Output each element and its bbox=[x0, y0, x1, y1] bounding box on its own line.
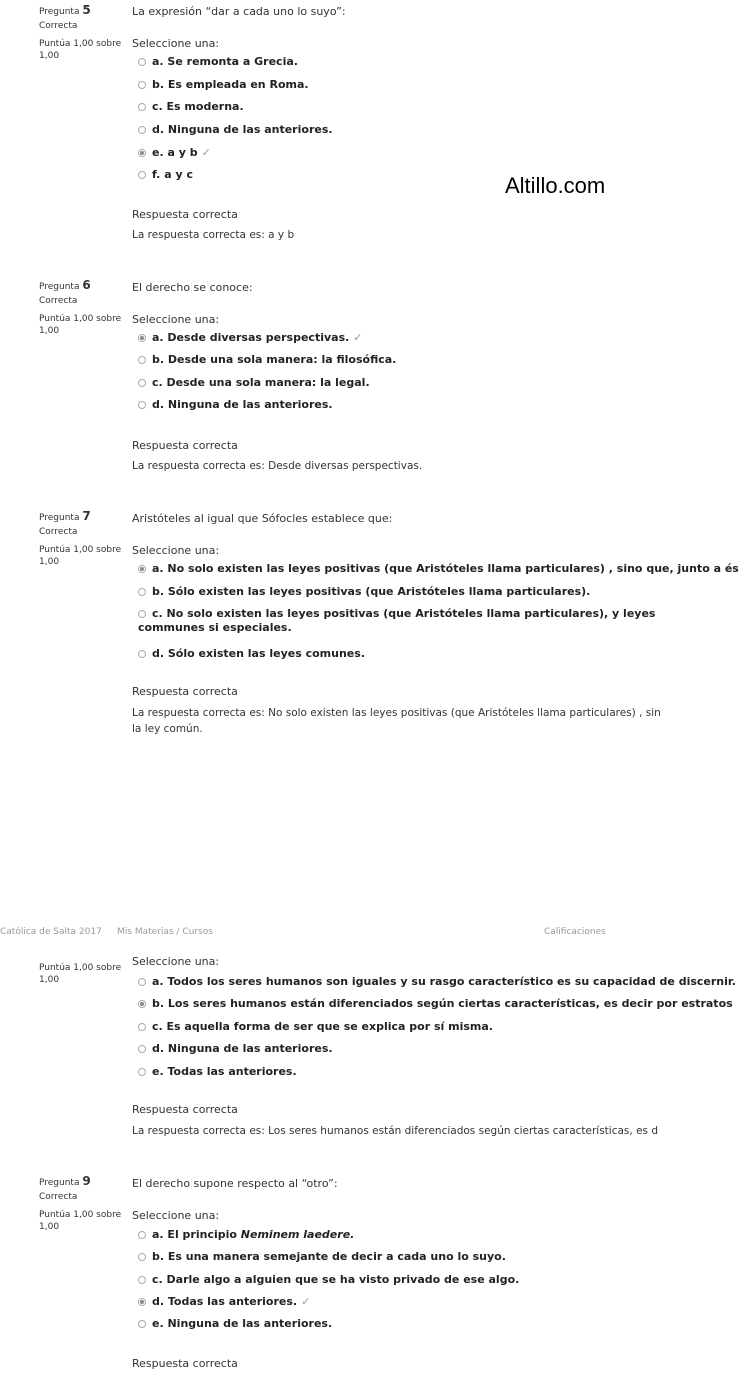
q9-option-c[interactable] bbox=[138, 1273, 670, 1287]
q9-option-e[interactable] bbox=[138, 1317, 670, 1331]
q6-option-b[interactable] bbox=[138, 353, 670, 367]
question-9-text: El derecho supone respecto al “otro”: bbox=[132, 1177, 338, 1190]
feedback-title: Respuesta correcta bbox=[132, 208, 238, 221]
question-grade: Puntúa 1,00 sobre 1,00 bbox=[39, 1210, 122, 1232]
radio-icon[interactable] bbox=[138, 171, 146, 179]
radio-selected-icon[interactable] bbox=[138, 1000, 146, 1008]
radio-icon[interactable] bbox=[138, 103, 146, 111]
option-label: f. a y c bbox=[152, 168, 193, 181]
radio-icon[interactable] bbox=[138, 1068, 146, 1076]
q6-option-c[interactable] bbox=[138, 376, 670, 390]
radio-icon[interactable] bbox=[138, 1023, 146, 1031]
question-7-text: Aristóteles al igual que Sófocles establece que: bbox=[132, 512, 393, 525]
option-label: c. No solo existen las leyes positivas (que Aristóteles llama particulares), y leyes communes si especiales. bbox=[138, 607, 656, 634]
question-9-info bbox=[39, 1175, 129, 1233]
option-label: b. Los seres humanos están diferenciados según ciertas características, es decir por estratos bbox=[152, 997, 733, 1010]
feedback-text: La respuesta correcta es: Desde diversas perspectivas. bbox=[132, 460, 423, 472]
feedback-text: La respuesta correcta es: Los seres humanos están diferenciados según ciertas características, es d bbox=[132, 1125, 658, 1137]
select-prompt: Seleccione una: bbox=[132, 313, 220, 326]
question-grade: Puntúa 1,00 sobre 1,00 bbox=[39, 545, 122, 567]
radio-icon[interactable] bbox=[138, 356, 146, 364]
question-7-info bbox=[39, 510, 129, 568]
feedback-text: La respuesta correcta es: a y b bbox=[132, 229, 295, 241]
q7-option-d[interactable] bbox=[138, 647, 670, 661]
question-grade: Puntúa 1,00 sobre 1,00 bbox=[39, 963, 122, 985]
q8-option-b[interactable] bbox=[138, 997, 733, 1011]
brand-link[interactable]: Católica de Salta 2017 bbox=[0, 927, 102, 937]
checkmark-icon: ✓ bbox=[353, 331, 363, 344]
q5-option-d[interactable] bbox=[138, 123, 670, 137]
feedback-title: Respuesta correcta bbox=[132, 1357, 238, 1370]
question-label: Pregunta bbox=[39, 282, 80, 292]
question-label: Pregunta bbox=[39, 7, 80, 17]
question-5-info bbox=[39, 4, 129, 62]
question-state: Correcta bbox=[39, 527, 78, 537]
question-number: 9 bbox=[82, 1174, 91, 1188]
option-label: e. Ninguna de las anteriores. bbox=[152, 1317, 333, 1330]
radio-icon[interactable] bbox=[138, 126, 146, 134]
question-5-text: La expresión “dar a cada uno lo suyo”: bbox=[132, 5, 346, 18]
my-courses-link[interactable]: Mis Materias / Cursos bbox=[117, 927, 213, 937]
top-navbar bbox=[0, 927, 700, 943]
radio-icon[interactable] bbox=[138, 81, 146, 89]
option-label: a. Desde diversas perspectivas. bbox=[152, 331, 350, 344]
q5-option-e[interactable] bbox=[138, 146, 670, 160]
select-prompt: Seleccione una: bbox=[132, 1209, 220, 1222]
option-label: c. Darle algo a alguien que se ha visto privado de ese algo. bbox=[152, 1273, 520, 1286]
q8-option-d[interactable] bbox=[138, 1042, 670, 1056]
radio-icon[interactable] bbox=[138, 401, 146, 409]
feedback-title: Respuesta correcta bbox=[132, 1103, 238, 1116]
radio-icon[interactable] bbox=[138, 1231, 146, 1239]
radio-selected-icon[interactable] bbox=[138, 1298, 146, 1306]
radio-icon[interactable] bbox=[138, 1253, 146, 1261]
radio-icon[interactable] bbox=[138, 58, 146, 66]
checkmark-icon: ✓ bbox=[301, 1295, 311, 1308]
q5-option-b[interactable] bbox=[138, 78, 670, 92]
q6-option-a[interactable] bbox=[138, 331, 670, 345]
option-label: b. Desde una sola manera: la filosófica. bbox=[152, 353, 397, 366]
option-label: d. Ninguna de las anteriores. bbox=[152, 398, 333, 411]
question-label: Pregunta bbox=[39, 513, 80, 523]
q7-option-c[interactable] bbox=[138, 607, 670, 637]
radio-selected-icon[interactable] bbox=[138, 149, 146, 157]
q8-option-c[interactable] bbox=[138, 1020, 670, 1034]
radio-icon[interactable] bbox=[138, 610, 146, 618]
option-label: d. Ninguna de las anteriores. bbox=[152, 1042, 333, 1055]
option-label: a. No solo existen las leyes positivas (que Aristóteles llama particulares) , sino que, junto a és bbox=[152, 562, 739, 575]
q5-option-f[interactable] bbox=[138, 168, 670, 182]
altillo-watermark: Altillo.com bbox=[505, 173, 606, 198]
q8-option-e[interactable] bbox=[138, 1065, 670, 1079]
question-state: Correcta bbox=[39, 21, 78, 31]
q9-option-a[interactable] bbox=[138, 1228, 670, 1242]
question-label: Pregunta bbox=[39, 1178, 80, 1188]
option-label: b. Es una manera semejante de decir a cada uno lo suyo. bbox=[152, 1250, 506, 1263]
radio-icon[interactable] bbox=[138, 978, 146, 986]
option-label: e. a y b bbox=[152, 146, 198, 159]
feedback-text: La respuesta correcta es: No solo existen las leyes positivas (que Aristóteles llama particulares) , sin la ley común. bbox=[132, 707, 661, 735]
question-6-info bbox=[39, 279, 129, 337]
select-prompt: Seleccione una: bbox=[132, 544, 220, 557]
q5-option-a[interactable] bbox=[138, 55, 670, 69]
q9-option-d[interactable] bbox=[138, 1295, 670, 1309]
feedback-title: Respuesta correcta bbox=[132, 685, 238, 698]
option-label: b. Es empleada en Roma. bbox=[152, 78, 309, 91]
q8-option-a[interactable] bbox=[138, 975, 736, 989]
option-label: c. Es aquella forma de ser que se explica por sí misma. bbox=[152, 1020, 493, 1033]
radio-icon[interactable] bbox=[138, 650, 146, 658]
option-label: a. El principio bbox=[152, 1228, 237, 1241]
question-number: 5 bbox=[82, 3, 91, 17]
checkmark-icon: ✓ bbox=[201, 146, 211, 159]
grades-link[interactable]: Calificaciones bbox=[544, 927, 606, 937]
q5-option-c[interactable] bbox=[138, 100, 670, 114]
question-grade: Puntúa 1,00 sobre 1,00 bbox=[39, 314, 122, 336]
option-label: a. Se remonta a Grecia. bbox=[152, 55, 298, 68]
question-grade: Puntúa 1,00 sobre 1,00 bbox=[39, 39, 122, 61]
radio-icon[interactable] bbox=[138, 588, 146, 596]
option-label: e. Todas las anteriores. bbox=[152, 1065, 297, 1078]
question-number: 7 bbox=[82, 509, 91, 523]
option-label: b. Sólo existen las leyes positivas (que Aristóteles llama particulares). bbox=[152, 585, 591, 598]
option-label: c. Es moderna. bbox=[152, 100, 244, 113]
option-label: d. Todas las anteriores. bbox=[152, 1295, 298, 1308]
q6-option-d[interactable] bbox=[138, 398, 670, 412]
option-label: a. Todos los seres humanos son iguales y su rasgo característico es su capacidad de discernir. bbox=[152, 975, 736, 988]
question-number: 6 bbox=[82, 278, 91, 292]
question-state: Correcta bbox=[39, 296, 78, 306]
feedback-title: Respuesta correcta bbox=[132, 439, 238, 452]
question-8-info bbox=[39, 962, 129, 986]
radio-icon[interactable] bbox=[138, 1320, 146, 1328]
q7-option-b[interactable] bbox=[138, 585, 670, 599]
option-label: d. Ninguna de las anteriores. bbox=[152, 123, 333, 136]
question-6-text: El derecho se conoce: bbox=[132, 281, 253, 294]
radio-icon[interactable] bbox=[138, 379, 146, 387]
radio-icon[interactable] bbox=[138, 1045, 146, 1053]
q7-option-a[interactable] bbox=[138, 562, 739, 576]
radio-selected-icon[interactable] bbox=[138, 565, 146, 573]
radio-selected-icon[interactable] bbox=[138, 334, 146, 342]
option-emphasis: Neminem laedere. bbox=[240, 1228, 355, 1241]
select-prompt: Seleccione una: bbox=[132, 955, 220, 968]
question-state: Correcta bbox=[39, 1192, 78, 1202]
option-label: c. Desde una sola manera: la legal. bbox=[152, 376, 370, 389]
q9-option-b[interactable] bbox=[138, 1250, 670, 1264]
select-prompt: Seleccione una: bbox=[132, 37, 220, 50]
radio-icon[interactable] bbox=[138, 1276, 146, 1284]
option-label: d. Sólo existen las leyes comunes. bbox=[152, 647, 365, 660]
